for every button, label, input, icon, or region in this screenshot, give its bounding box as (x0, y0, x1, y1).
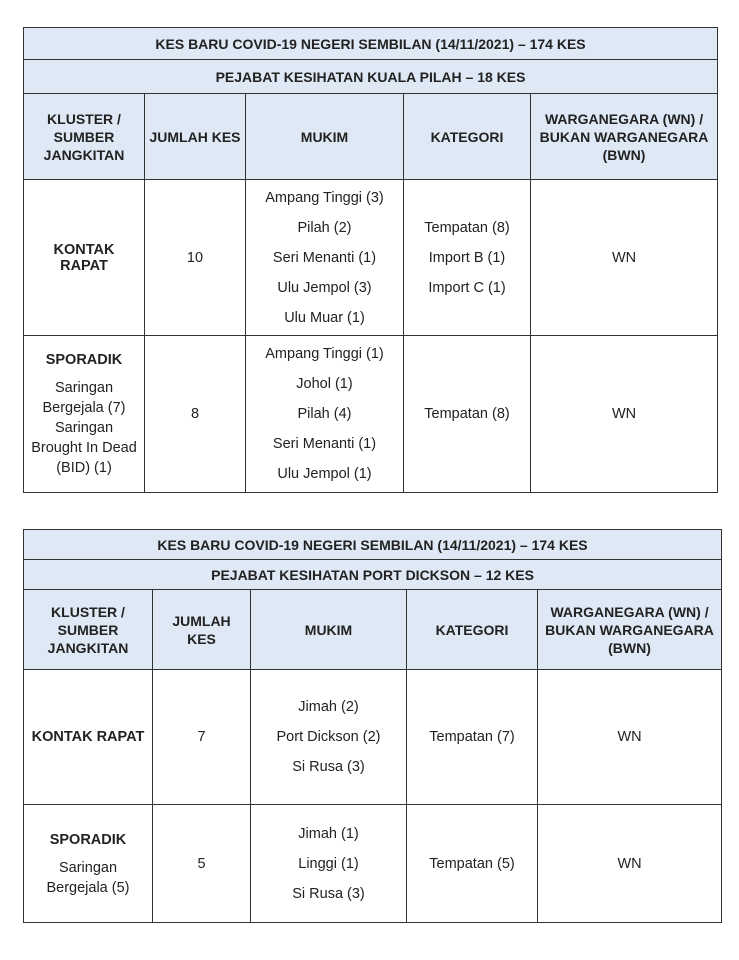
kluster-sub: Saringan Bergejala (7) (42, 380, 126, 416)
col-header-kategori: KATEGORI (407, 590, 538, 670)
mukim-item: Ampang Tinggi (1) (265, 346, 384, 362)
kategori-cell (407, 805, 538, 923)
mukim-item: Ampang Tinggi (3) (265, 189, 384, 206)
col-header-warganegara: WARGANEGARA (WN) / BUKAN WARGANEGARA (BWN) (538, 590, 722, 670)
mukim-item: Pilah (4) (297, 406, 352, 422)
jumlah-cell: 8 (145, 336, 246, 493)
col-header-kluster: KLUSTER / SUMBER JANGKITAN (24, 590, 153, 670)
table-row (24, 336, 718, 493)
kategori-item: Tempatan (8) (424, 406, 510, 422)
mukim-cell (246, 180, 404, 336)
mukim-item: Ulu Muar (1) (284, 309, 365, 326)
mukim-item: Seri Menanti (1) (272, 436, 377, 452)
mukim-item: Linggi (1) (298, 855, 359, 872)
table-row (24, 805, 722, 923)
col-header-kluster: KLUSTER / SUMBER JANGKITAN (24, 94, 145, 180)
mukim-cell (251, 670, 407, 805)
mukim-item: Jimah (2) (298, 699, 359, 715)
kluster-sub: Saringan Brought In Dead (BID) (1) (31, 420, 137, 476)
kluster-cell (24, 336, 145, 493)
col-header-warganegara: WARGANEGARA (WN) / BUKAN WARGANEGARA (BWN) (531, 94, 718, 180)
kategori-item: Tempatan (5) (429, 855, 515, 872)
jumlah-cell: 10 (145, 180, 246, 336)
col-header-mukim: MUKIM (251, 590, 407, 670)
mukim-item: Si Rusa (3) (292, 885, 365, 902)
kluster-label: SPORADIK (49, 831, 127, 848)
col-header-mukim: MUKIM (246, 94, 404, 180)
warganegara-cell: WN (531, 180, 718, 336)
table-row (24, 180, 718, 336)
kategori-cell (407, 670, 538, 805)
port-dickson-table (23, 529, 722, 923)
kategori-cell (404, 336, 531, 493)
kluster-cell: KONTAK RAPAT (24, 180, 145, 336)
mukim-item: Jimah (1) (298, 825, 359, 842)
table-title: KES BARU COVID-19 NEGERI SEMBILAN (14/11/2021) – 174 KES (24, 530, 722, 560)
mukim-item: Pilah (2) (297, 219, 352, 236)
kategori-item: Import C (1) (428, 279, 506, 296)
jumlah-cell: 7 (153, 670, 251, 805)
col-header-kategori: KATEGORI (404, 94, 531, 180)
col-header-jumlah: JUMLAH KES (153, 590, 251, 670)
mukim-item: Port Dickson (2) (276, 729, 381, 745)
warganegara-cell: WN (538, 805, 722, 923)
warganegara-cell: WN (531, 336, 718, 493)
mukim-item: Ulu Jempol (3) (277, 279, 372, 296)
kluster-sub: Saringan Bergejala (5) (46, 859, 130, 896)
kuala-pilah-table (23, 27, 718, 493)
warganegara-cell: WN (538, 670, 722, 805)
kluster-label: SPORADIK (45, 352, 123, 368)
mukim-item: Si Rusa (3) (292, 759, 365, 775)
kategori-item: Tempatan (8) (424, 219, 510, 236)
mukim-cell (246, 336, 404, 493)
table-title: KES BARU COVID-19 NEGERI SEMBILAN (14/11/2021) – 174 KES (24, 28, 718, 60)
mukim-item: Ulu Jempol (1) (277, 466, 372, 482)
kategori-item: Import B (1) (428, 249, 506, 266)
mukim-item: Johol (1) (296, 376, 353, 392)
kategori-cell (404, 180, 531, 336)
office-title: PEJABAT KESIHATAN PORT DICKSON – 12 KES (24, 560, 722, 590)
mukim-cell (251, 805, 407, 923)
col-header-jumlah: JUMLAH KES (145, 94, 246, 180)
office-title: PEJABAT KESIHATAN KUALA PILAH – 18 KES (24, 60, 718, 94)
kategori-item: Tempatan (7) (429, 729, 515, 745)
table-row (24, 670, 722, 805)
mukim-item: Seri Menanti (1) (272, 249, 377, 266)
kluster-cell: KONTAK RAPAT (24, 670, 153, 805)
jumlah-cell: 5 (153, 805, 251, 923)
kluster-cell (24, 805, 153, 923)
